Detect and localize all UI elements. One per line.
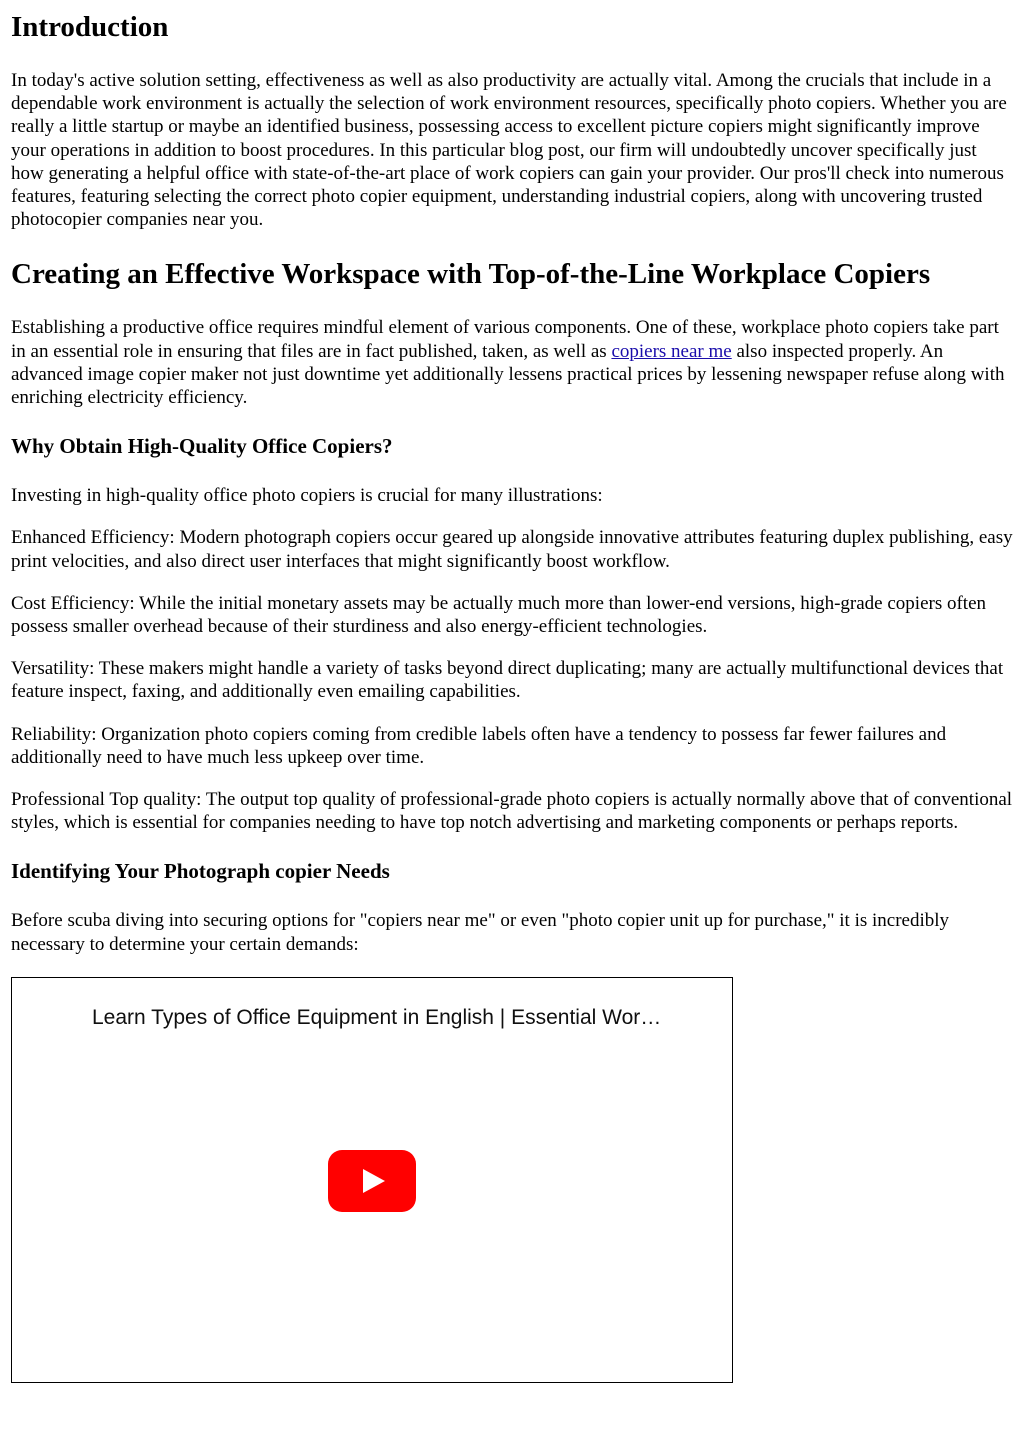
video-title[interactable]: Learn Types of Office Equipment in English | Essential Wor… xyxy=(92,1005,662,1029)
needs-heading: Identifying Your Photograph copier Needs xyxy=(11,859,390,884)
intro-paragraph: In today's active solution setting, effectiveness as well as also productivity are actually vital. Among the crucials that include in a dependable work environment is actually the selection of work environment resources, specifically photo copiers. Whether you are really a little startup or maybe an identified business, possessing access to excellent picture copiers might significantly improve your operations in addition to boost procedures. In this particular blog post, our firm will undoubtedly uncover specifically just how generating a helpful office with state-of-the-art place of work copiers can gain your provider. Our pros'll check into numerous features, featuring selecting the correct photo copier equipment, understanding industrial copiers, along with uncovering trusted photocopier companies near you. xyxy=(11,70,1007,231)
intro-heading: Introduction xyxy=(11,11,169,43)
youtube-play-icon[interactable] xyxy=(328,1150,416,1212)
workspace-text-before-link: Establishing a productive office requires mindful element of various components. One of these, workplace photo copiers take part in an essential role in ensuring that files are in fact published, taken, as well as xyxy=(11,317,999,362)
why-heading: Why Obtain High-Quality Office Copiers? xyxy=(11,434,393,459)
why-point-efficiency: Enhanced Efficiency: Modern photograph copiers occur geared up alongside innovative attributes featuring duplex publishing, easy print velocities, and also direct user interfaces that might significantly boost workflow. xyxy=(11,527,1013,572)
workspace-paragraph xyxy=(11,316,1013,409)
workspace-heading: Creating an Effective Workspace with Top-of-the-Line Workplace Copiers xyxy=(11,258,931,291)
why-point-cost: Cost Efficiency: While the initial monetary assets may be actually much more than lower-end versions, high-grade copiers often possess smaller overhead because of their sturdiness and also energy-efficient technologies. xyxy=(11,592,987,638)
article xyxy=(0,10,1024,1383)
video-embed[interactable] xyxy=(11,977,733,1383)
why-point-reliability: Reliability: Organization photo copiers coming from credible labels often have a tendency to possess far fewer failures and additionally need to have much less upkeep over time. xyxy=(11,723,947,768)
why-point-versatility: Versatility: These makers might handle a variety of tasks beyond direct duplicating; many are actually multifunctional devices that feature inspect, faxing, and additionally even emailing capabilities. xyxy=(11,658,1004,703)
why-intro: Investing in high-quality office photo copiers is crucial for many illustrations: xyxy=(11,485,603,507)
needs-paragraph: Before scuba diving into securing options for "copiers near me" or even "photo copier unit up for purchase," it is incredibly necessary to determine your certain demands: xyxy=(11,910,950,955)
why-point-quality: Professional Top quality: The output top quality of professional-grade photo copiers is actually normally above that of conventional styles, which is essential for companies needing to have top notch advertising and marketing components or perhaps reports. xyxy=(11,789,1013,834)
workspace-text-after-link: also inspected properly. An advanced image copier maker not just downtime yet additionally lessens practical prices by lessening newspaper refuse along with enriching electricity efficiency. xyxy=(11,340,1005,409)
copiers-near-me-link[interactable]: copiers near me xyxy=(611,340,732,362)
